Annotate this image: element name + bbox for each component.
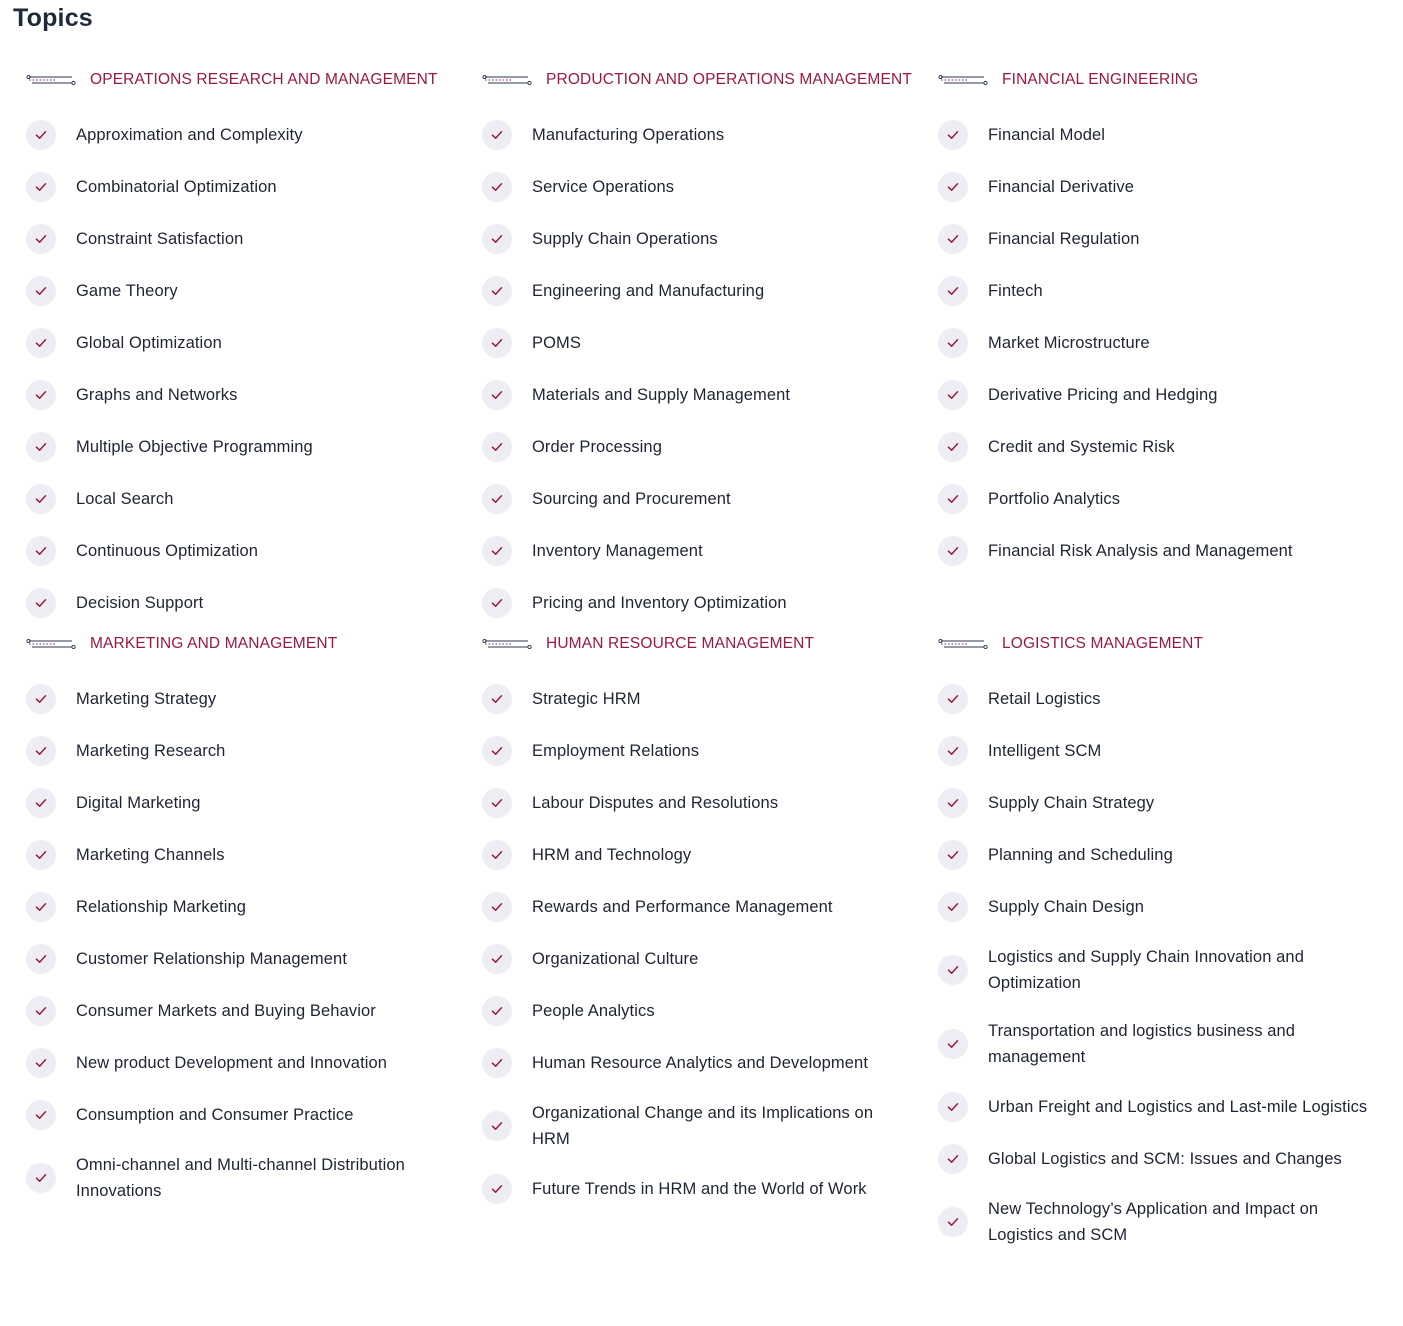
topic-list-item [26,276,456,306]
decorative-lines-icon [482,638,532,650]
topic-label: Retail Logistics [988,690,1101,708]
check-icon [482,1048,512,1078]
check-icon [938,1207,968,1237]
topic-label: People Analytics [532,1002,655,1020]
topic-list-item [938,944,1368,996]
topic-list-item [482,1100,912,1152]
topic-label: POMS [532,334,581,352]
check-icon [26,328,56,358]
check-icon [938,840,968,870]
check-icon [938,432,968,462]
check-icon [26,788,56,818]
topic-list-item [938,684,1368,714]
topic-label: Marketing Strategy [76,690,217,708]
check-icon [938,1144,968,1174]
topic-label: Organizational Culture [532,950,699,968]
check-icon [26,840,56,870]
topic-list-item [26,484,456,514]
topic-list-item [26,788,456,818]
check-icon [26,684,56,714]
check-icon [938,955,968,985]
check-icon [26,120,56,150]
topic-list-item [26,684,456,714]
check-icon [938,328,968,358]
topic-list-item [482,224,912,254]
check-icon [938,684,968,714]
topic-label: Decision Support [76,594,204,612]
topic-label: Marketing Research [76,742,226,760]
check-icon [938,892,968,922]
decorative-lines-icon [938,638,988,650]
topic-label: Game Theory [76,282,178,300]
decorative-lines-icon [482,74,532,86]
topic-list-item [26,172,456,202]
topic-label: Urban Freight and Logistics and Last-mile Logistics [988,1098,1368,1116]
topic-label: Inventory Management [532,542,703,560]
topic-list-item [482,944,912,974]
topic-label: Labour Disputes and Resolutions [532,794,779,812]
section-header [482,68,912,92]
topic-label: Local Search [76,490,174,508]
check-icon [26,172,56,202]
section-header [482,632,814,656]
topic-label: Relationship Marketing [76,898,247,916]
topic-label: Digital Marketing [76,794,201,812]
topic-list-item [938,1018,1368,1070]
topic-list-item [482,588,912,618]
check-icon [938,484,968,514]
topic-list-item [482,1048,912,1078]
check-icon [482,736,512,766]
check-icon [482,276,512,306]
topic-label: Combinatorial Optimization [76,178,277,196]
section-header [26,68,438,92]
decorative-lines-icon [26,74,76,86]
topic-label: Fintech [988,282,1043,300]
topic-list-item [482,536,912,566]
topic-list-item [26,536,456,566]
topic-label: Rewards and Performance Management [532,898,833,916]
topic-list-item [482,1174,912,1204]
check-icon [26,224,56,254]
check-icon [482,892,512,922]
topic-list-item [482,484,912,514]
check-icon [26,996,56,1026]
topic-list-item [26,996,456,1026]
check-icon [26,276,56,306]
topic-label: Sourcing and Procurement [532,490,731,508]
check-icon [938,736,968,766]
topic-label: Financial Risk Analysis and Management [988,542,1293,560]
topic-label: Service Operations [532,178,675,196]
check-icon [482,788,512,818]
topic-label: Pricing and Inventory Optimization [532,594,787,612]
check-icon [938,788,968,818]
topic-label: Market Microstructure [988,334,1150,352]
check-icon [26,892,56,922]
topic-list-item [26,944,456,974]
topic-label: Financial Derivative [988,178,1134,196]
section-title: OPERATIONS RESEARCH AND MANAGEMENT [90,71,438,88]
check-icon [938,1092,968,1122]
topic-label: New product Development and Innovation [76,1054,388,1072]
topic-label: HRM and Technology [532,846,692,864]
check-icon [26,432,56,462]
topic-list-item [482,276,912,306]
check-icon [26,1100,56,1130]
topic-label: Manufacturing Operations [532,126,725,144]
topic-list-item [938,1092,1368,1122]
topic-list-item [26,120,456,150]
check-icon [482,536,512,566]
check-icon [26,380,56,410]
topic-label: Supply Chain Strategy [988,794,1155,812]
check-icon [482,1174,512,1204]
topic-label: Global Optimization [76,334,222,352]
section-title: PRODUCTION AND OPERATIONS MANAGEMENT [546,71,912,88]
topic-label: Consumption and Consumer Practice [76,1106,354,1124]
check-icon [26,1048,56,1078]
check-icon [26,1163,56,1193]
topic-list-item [938,328,1368,358]
topic-list-item [26,892,456,922]
decorative-lines-icon [938,74,988,86]
topic-label: Multiple Objective Programming [76,438,313,456]
topic-label: Marketing Channels [76,846,225,864]
topic-list-item [938,736,1368,766]
check-icon [482,996,512,1026]
decorative-lines-icon [26,638,76,650]
check-icon [938,120,968,150]
topic-list-item [482,172,912,202]
check-icon [482,1111,512,1141]
topic-label: Financial Model [988,126,1106,144]
topic-list-item [26,840,456,870]
topic-list-item [482,996,912,1026]
topic-list-item [938,1196,1368,1248]
topic-label: Transportation and logistics business and management [988,1022,1296,1066]
check-icon [482,224,512,254]
check-icon [938,1029,968,1059]
topic-label: New Technology’s Application and Impact on Logistics and SCM [988,1200,1319,1244]
topic-list-item [482,380,912,410]
topic-list-item [938,788,1368,818]
topic-list-item [26,328,456,358]
topic-list-item [482,328,912,358]
check-icon [482,484,512,514]
check-icon [938,224,968,254]
check-icon [26,736,56,766]
topic-label: Graphs and Networks [76,386,238,404]
topic-label: Supply Chain Design [988,898,1144,916]
section-header [938,632,1203,656]
topic-list-item [482,788,912,818]
section-header [938,68,1198,92]
topic-list-item [938,172,1368,202]
check-icon [938,536,968,566]
topic-label: Omni-channel and Multi-channel Distribution Innovations [76,1156,405,1200]
check-icon [482,944,512,974]
topic-list-item [26,1152,456,1204]
topic-list-item [938,432,1368,462]
check-icon [482,588,512,618]
topic-list-item [26,224,456,254]
topic-list-item [482,684,912,714]
topic-list-item [26,432,456,462]
check-icon [26,588,56,618]
topic-list-item [26,588,456,618]
topic-label: Engineering and Manufacturing [532,282,765,300]
topic-list-item [938,536,1368,566]
topic-label: Credit and Systemic Risk [988,438,1175,456]
check-icon [482,840,512,870]
topic-label: Intelligent SCM [988,742,1102,760]
section-header [26,632,337,656]
section-title: FINANCIAL ENGINEERING [1002,71,1199,88]
check-icon [482,380,512,410]
topic-label: Strategic HRM [532,690,641,708]
topic-label: Employment Relations [532,742,700,760]
page-title: Topics [13,4,93,32]
section-title: LOGISTICS MANAGEMENT [1002,635,1204,652]
topic-list-item [482,120,912,150]
topic-list-item [938,1144,1368,1174]
check-icon [938,172,968,202]
topic-list-item [938,484,1368,514]
topic-list-item [938,840,1368,870]
check-icon [938,380,968,410]
section-title: HUMAN RESOURCE MANAGEMENT [546,635,815,652]
topic-list-item [482,892,912,922]
topic-list-item [26,1048,456,1078]
topic-label: Portfolio Analytics [988,490,1121,508]
topic-list-item [482,736,912,766]
check-icon [26,484,56,514]
check-icon [938,276,968,306]
topic-label: Consumer Markets and Buying Behavior [76,1002,376,1020]
topic-label: Approximation and Complexity [76,126,303,144]
topic-list-item [26,380,456,410]
topic-label: Global Logistics and SCM: Issues and Changes [988,1150,1342,1168]
check-icon [26,944,56,974]
check-icon [482,120,512,150]
topic-label: Planning and Scheduling [988,846,1173,864]
topic-list-item [482,840,912,870]
topic-list-item [26,1100,456,1130]
topic-label: Logistics and Supply Chain Innovation and Optimization [988,948,1304,992]
topic-list-item [938,892,1368,922]
topic-list-item [938,120,1368,150]
check-icon [482,172,512,202]
check-icon [482,684,512,714]
topic-label: Constraint Satisfaction [76,230,244,248]
section-title: MARKETING AND MANAGEMENT [90,635,338,652]
topic-list-item [938,380,1368,410]
topic-label: Customer Relationship Management [76,950,348,968]
topic-list-item [482,432,912,462]
topic-label: Human Resource Analytics and Development [532,1054,869,1072]
topic-list-item [938,224,1368,254]
topic-label: Organizational Change and its Implications on HRM [532,1104,874,1148]
check-icon [482,432,512,462]
topic-list-item [26,736,456,766]
check-icon [26,536,56,566]
topic-label: Continuous Optimization [76,542,259,560]
check-icon [482,328,512,358]
topic-label: Derivative Pricing and Hedging [988,386,1218,404]
topic-label: Financial Regulation [988,230,1140,248]
topic-label: Future Trends in HRM and the World of Work [532,1180,867,1198]
topic-label: Supply Chain Operations [532,230,718,248]
topic-label: Order Processing [532,438,662,456]
topic-label: Materials and Supply Management [532,386,791,404]
topic-list-item [938,276,1368,306]
